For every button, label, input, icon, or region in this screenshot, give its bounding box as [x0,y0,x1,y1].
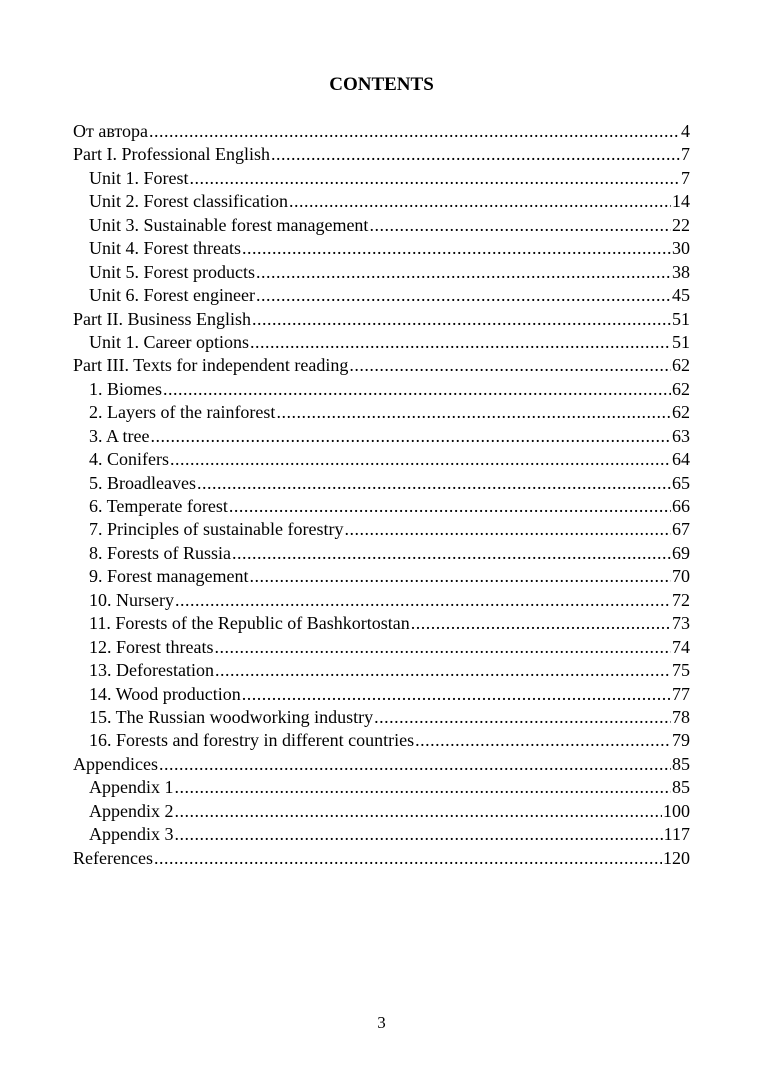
toc-entry-label: Unit 6. Forest engineer [89,285,255,306]
toc-entry[interactable] [73,308,690,331]
toc-entry[interactable] [73,425,690,448]
toc-entry-page: 78 [672,706,690,727]
toc-entry-label: 9. Forest management [89,566,249,587]
toc-entry-page: 30 [672,238,690,259]
toc-entry[interactable] [73,706,690,729]
toc-entry-page: 14 [672,191,690,212]
toc-entry[interactable] [73,261,690,284]
toc-entry-page: 66 [672,496,690,516]
toc-entry-label: 14. Wood production [89,683,241,704]
toc-dot-leader [289,190,671,213]
toc-entry-page: 73 [672,613,690,634]
toc-entry-page: 7 [681,167,690,188]
toc-entry-page: 77 [672,683,690,704]
toc-entry[interactable] [73,612,690,635]
toc-entry-label: 1. Biomes [89,378,163,399]
toc-dot-leader [175,823,663,846]
toc-entry[interactable] [73,753,690,776]
toc-entry-page: 62 [672,378,690,399]
toc-entry-label: Unit 4. Forest threats [89,238,241,259]
toc-entry-page: 7 [681,144,690,165]
toc-entry[interactable] [73,167,690,190]
toc-entry-label: 5. Broadleaves [89,472,196,493]
toc-dot-leader [374,706,671,729]
toc-entry-page: 85 [672,753,690,774]
toc-dot-leader [349,354,671,377]
toc-entry-label: 10. Nursery [89,589,174,610]
toc-entry-page: 51 [672,308,690,329]
toc-entry[interactable] [73,823,690,846]
toc-dot-leader [242,237,671,260]
toc-entry-page: 72 [672,589,690,610]
toc-dot-leader [215,659,671,682]
toc-entry[interactable] [73,542,690,565]
toc-entry-label: 15. The Russian woodworking industry [89,706,374,727]
toc-entry-page: 4 [681,121,690,141]
page-title: CONTENTS [329,74,434,95]
toc-entry[interactable] [73,495,690,518]
toc-entry-label: 13. Deforestation [89,660,214,681]
toc-entry-label: 3. A tree [89,425,150,446]
toc-entry-page: 62 [672,355,690,376]
toc-entry-page: 69 [672,542,690,563]
toc-entry-page: 38 [672,261,690,282]
toc-entry-page: 62 [672,402,690,423]
toc-dot-leader [232,542,671,565]
toc-entry-label: 2. Layers of the rainforest [89,402,276,423]
toc-entry-page: 85 [672,777,690,798]
toc-entry-label: Unit 1. Career options [89,331,249,352]
toc-entry-page: 74 [672,636,690,657]
toc-dot-leader [175,589,671,612]
toc-entry-page: 75 [672,660,690,681]
toc-entry-label: Unit 3. Sustainable forest management [89,214,369,235]
toc-entry[interactable] [73,776,690,799]
toc-dot-leader [276,401,671,424]
toc-entry[interactable] [73,120,690,143]
toc-entry[interactable] [73,331,690,354]
toc-dot-leader [190,167,680,190]
toc-entry-page: 45 [672,285,690,306]
toc-entry-label: Appendix 3 [89,824,174,845]
toc-dot-leader [252,308,671,331]
toc-entry[interactable] [73,683,690,706]
toc-entry-label: Appendix 1 [89,777,174,798]
toc-dot-leader [149,120,680,143]
toc-dot-leader [250,331,671,354]
toc-entry-page: 51 [672,331,690,352]
toc-entry[interactable] [73,190,690,213]
toc-entry-page: 64 [672,449,690,470]
toc-entry-label: Unit 2. Forest classification [89,191,288,212]
toc-entry-page: 22 [672,214,690,235]
toc-entry-page: 120 [663,847,690,868]
toc-entry-label: 8. Forests of Russia [89,542,232,563]
toc-dot-leader [151,425,672,448]
toc-dot-leader [271,143,680,166]
toc-entry[interactable] [73,847,690,870]
toc-dot-leader [163,378,671,401]
toc-dot-leader [159,753,671,776]
toc-dot-leader [175,776,672,799]
toc-entry-label: 12. Forest threats [89,636,214,657]
toc-entry[interactable] [73,636,690,659]
toc-entry[interactable] [73,401,690,424]
toc-entry[interactable] [73,800,690,823]
toc-dot-leader [154,847,662,870]
toc-dot-leader [344,518,671,541]
toc-entry[interactable] [73,659,690,682]
toc-entry-label: Appendices [73,753,158,774]
toc-dot-leader [415,729,671,752]
toc-entry[interactable] [73,565,690,588]
toc-entry[interactable] [73,378,690,401]
toc-entry-page: 67 [672,519,690,540]
page-number: 3 [377,1013,386,1032]
toc-dot-leader [249,565,671,588]
toc-entry-page: 65 [672,472,690,493]
toc-entry[interactable] [73,472,690,495]
toc-entry[interactable] [73,448,690,471]
toc-entry-label: Unit 5. Forest products [89,261,255,282]
toc-dot-leader [369,214,671,237]
toc-entry-label: Appendix 2 [89,800,174,821]
toc-dot-leader [197,472,671,495]
toc-entry-label: 6. Temperate forest [89,496,228,516]
toc-entry[interactable] [73,589,690,612]
toc-dot-leader [175,800,663,823]
toc-dot-leader [242,683,671,706]
toc-entry[interactable] [73,354,690,377]
toc-dot-leader [256,261,671,284]
table-of-contents [73,120,690,870]
toc-entry-page: 63 [672,425,690,446]
toc-dot-leader [411,612,671,635]
toc-dot-leader [229,495,671,518]
toc-entry[interactable] [73,237,690,260]
toc-dot-leader [214,636,671,659]
toc-entry-label: 16. Forests and forestry in different countries [89,730,415,751]
toc-entry-label: References [73,847,153,868]
toc-entry-label: Unit 1. Forest [89,167,189,188]
toc-entry-label: Part I. Professional English [73,144,270,165]
toc-entry[interactable] [73,729,690,752]
toc-entry-page: 70 [672,566,690,587]
toc-dot-leader [256,284,671,307]
toc-entry-label: Part II. Business English [73,308,251,329]
toc-entry-label: От автора [73,121,149,141]
toc-entry-label: 4. Conifers [89,449,169,470]
toc-entry-page: 100 [663,800,690,821]
toc-entry-label: 11. Forests of the Republic of Bashkortostan [89,613,410,634]
toc-entry[interactable] [73,518,690,541]
toc-entry-label: 7. Principles of sustainable forestry [89,519,344,540]
toc-entry[interactable] [73,143,690,166]
toc-entry-page: 117 [663,824,690,845]
toc-dot-leader [170,448,671,471]
toc-entry-page: 79 [672,730,690,751]
toc-entry-label: Part III. Texts for independent reading [73,355,349,376]
toc-entry[interactable] [73,284,690,307]
toc-entry[interactable] [73,214,690,237]
